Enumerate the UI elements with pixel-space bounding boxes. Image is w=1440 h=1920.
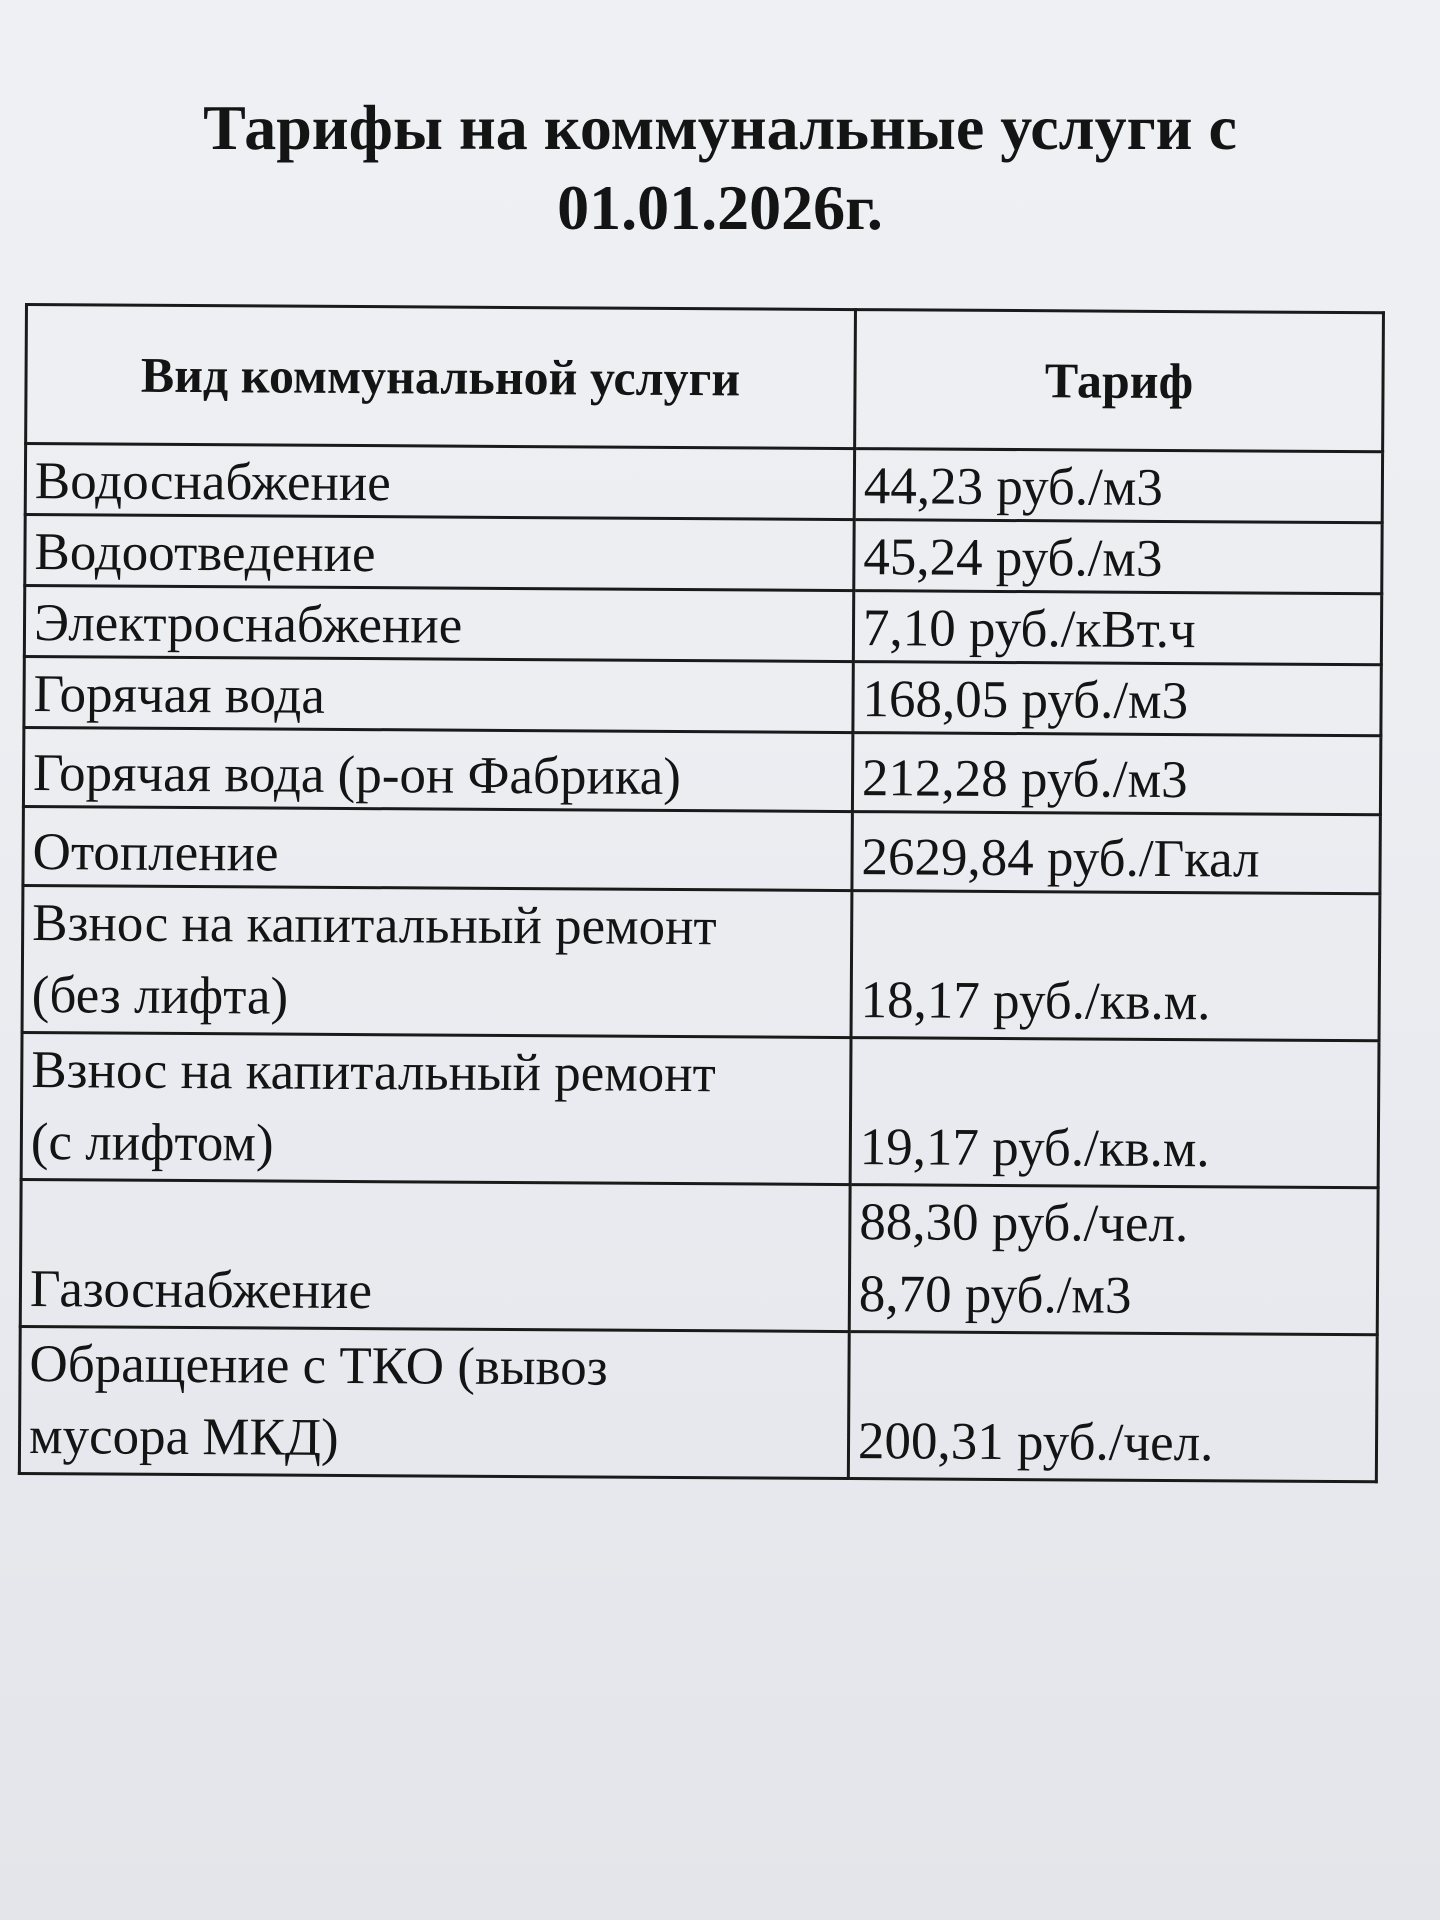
tariff-value: 200,31 руб./чел. bbox=[857, 1412, 1214, 1473]
service-name: Газоснабжение bbox=[29, 1260, 373, 1321]
row-tariff bbox=[848, 1332, 1377, 1482]
header-tariff: Тариф bbox=[855, 310, 1384, 452]
row-tariff bbox=[853, 591, 1382, 665]
service-name: Взнос на капитальный ремонт bbox=[31, 1041, 716, 1104]
tariff-value: 19,17 руб./кв.м. bbox=[859, 1118, 1210, 1179]
table-row bbox=[24, 586, 1381, 665]
header-service: Вид коммунальной услуги bbox=[26, 305, 856, 449]
row-tariff bbox=[854, 520, 1383, 594]
service-name: Водоснабжение bbox=[34, 452, 391, 513]
row-tariff bbox=[852, 812, 1381, 894]
row-service bbox=[25, 515, 854, 591]
row-service bbox=[20, 1179, 850, 1331]
row-tariff bbox=[850, 1038, 1379, 1188]
row-service bbox=[19, 1326, 849, 1478]
service-name: Взнос на капитальный ремонт bbox=[32, 894, 717, 957]
row-service bbox=[22, 885, 852, 1037]
table-row bbox=[21, 1032, 1379, 1187]
row-service bbox=[21, 1032, 851, 1184]
service-name: Горячая вода (р-он Фабрика) bbox=[32, 744, 682, 807]
row-service bbox=[23, 806, 852, 890]
row-tariff bbox=[854, 449, 1383, 523]
tariff-value: 88,30 руб./чел. bbox=[859, 1193, 1189, 1254]
row-tariff bbox=[849, 1185, 1378, 1335]
row-tariff bbox=[851, 891, 1380, 1041]
service-name: Водоотведение bbox=[34, 523, 376, 584]
service-name: Обращение с ТКО (вывоз bbox=[29, 1335, 608, 1397]
tariff-value: 44,23 руб./м3 bbox=[863, 457, 1164, 517]
tariff-value: 7,10 руб./кВт.ч bbox=[862, 599, 1196, 660]
table-row bbox=[23, 806, 1380, 893]
title-line-1: Тарифы на коммунальные услуги с bbox=[203, 92, 1237, 163]
table-row bbox=[25, 444, 1382, 523]
tariff-value: 168,05 руб./м3 bbox=[862, 670, 1189, 731]
table-header-row bbox=[26, 305, 1384, 452]
table-row bbox=[24, 657, 1381, 736]
service-name-cont: (без лифта) bbox=[31, 966, 289, 1026]
table-row bbox=[19, 1326, 1377, 1481]
service-name-cont: мусора МКД) bbox=[28, 1407, 339, 1467]
tariff-value: 212,28 руб./м3 bbox=[861, 749, 1188, 810]
service-name-cont: (с лифтом) bbox=[30, 1113, 274, 1173]
tariff-value: 45,24 руб./м3 bbox=[863, 528, 1163, 588]
table-row bbox=[25, 515, 1382, 594]
table-row bbox=[20, 1179, 1378, 1334]
tariff-value: 2629,84 руб./Гкал bbox=[861, 828, 1260, 889]
row-service bbox=[24, 586, 853, 662]
tariff-table bbox=[18, 303, 1385, 1483]
title-line-2: 01.01.2026г. bbox=[557, 172, 883, 243]
tariff-value: 18,17 руб./кв.м. bbox=[860, 971, 1211, 1032]
table-row bbox=[22, 885, 1380, 1040]
service-name: Горячая вода bbox=[33, 665, 326, 725]
row-service bbox=[25, 444, 854, 520]
service-name: Электроснабжение bbox=[33, 594, 463, 655]
service-name: Отопление bbox=[32, 823, 279, 883]
table-row bbox=[23, 728, 1380, 815]
row-service bbox=[23, 728, 852, 812]
page-title bbox=[0, 88, 1440, 248]
row-tariff bbox=[852, 733, 1381, 815]
tariff-value-2: 8,70 руб./м3 bbox=[858, 1265, 1132, 1325]
row-tariff bbox=[853, 662, 1382, 736]
row-service bbox=[24, 657, 853, 733]
